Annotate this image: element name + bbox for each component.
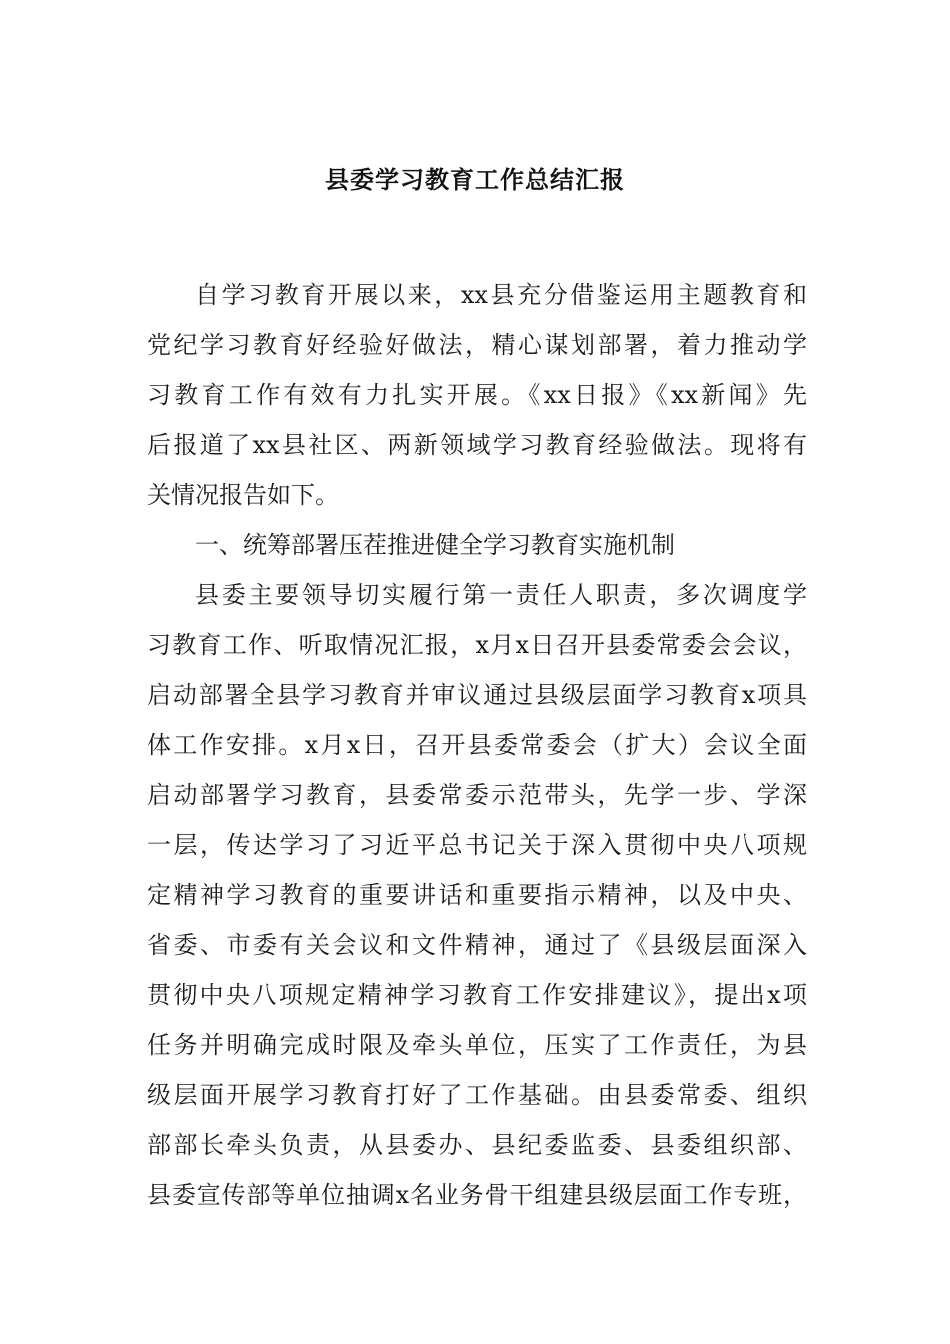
paragraph-line: 级层面开展学习教育打好了工作基础。由县委常委、组织 (147, 1081, 807, 1109)
paragraph-line: 部部长牵头负责，从县委办、县纪委监委、县委组织部、 (147, 1131, 807, 1159)
paragraph-line: 任务并明确完成时限及牵头单位，压实了工作责任，为县 (147, 1031, 807, 1059)
paragraph-line: 县委主要领导切实履行第一责任人职责，多次调度学 (195, 581, 807, 609)
paragraph-line: 习教育工作有效有力扎实开展。《xx日报》《xx新闻》先 (147, 381, 807, 409)
paragraph-line: 后报道了xx县社区、两新领域学习教育经验做法。现将有 (147, 431, 807, 459)
document-title: 县委学习教育工作总结汇报 (325, 165, 625, 194)
paragraph-line: 启动部署学习教育，县委常委示范带头，先学一步、学深 (147, 781, 807, 809)
paragraph-line: 体工作安排。x月x日，召开县委常委会（扩大）会议全面 (147, 731, 807, 759)
paragraph-line: 习教育工作、听取情况汇报，x月x日召开县委常委会会议， (147, 631, 807, 659)
paragraph-line: 省委、市委有关会议和文件精神，通过了《县级层面深入 (147, 931, 807, 959)
paragraph-line: 关情况报告如下。 (147, 481, 339, 509)
document-body (147, 270, 807, 1220)
paragraph-line: 贯彻中央八项规定精神学习教育工作安排建议》，提出x项 (147, 981, 807, 1009)
paragraph-line: 一层，传达学习了习近平总书记关于深入贯彻中央八项规 (147, 831, 807, 859)
paragraph-line: 县委宣传部等单位抽调x名业务骨干组建县级层面工作专班， (147, 1181, 807, 1209)
paragraph-line: 启动部署全县学习教育并审议通过县级层面学习教育x项具 (147, 681, 807, 709)
paragraph-line: 自学习教育开展以来，xx县充分借鉴运用主题教育和 (195, 281, 807, 309)
paragraph-line: 定精神学习教育的重要讲话和重要指示精神，以及中央、 (147, 881, 807, 909)
paragraph-line: 党纪学习教育好经验好做法，精心谋划部署，着力推动学 (147, 331, 807, 359)
section-heading: 一、统筹部署压茬推进健全学习教育实施机制 (195, 531, 675, 559)
